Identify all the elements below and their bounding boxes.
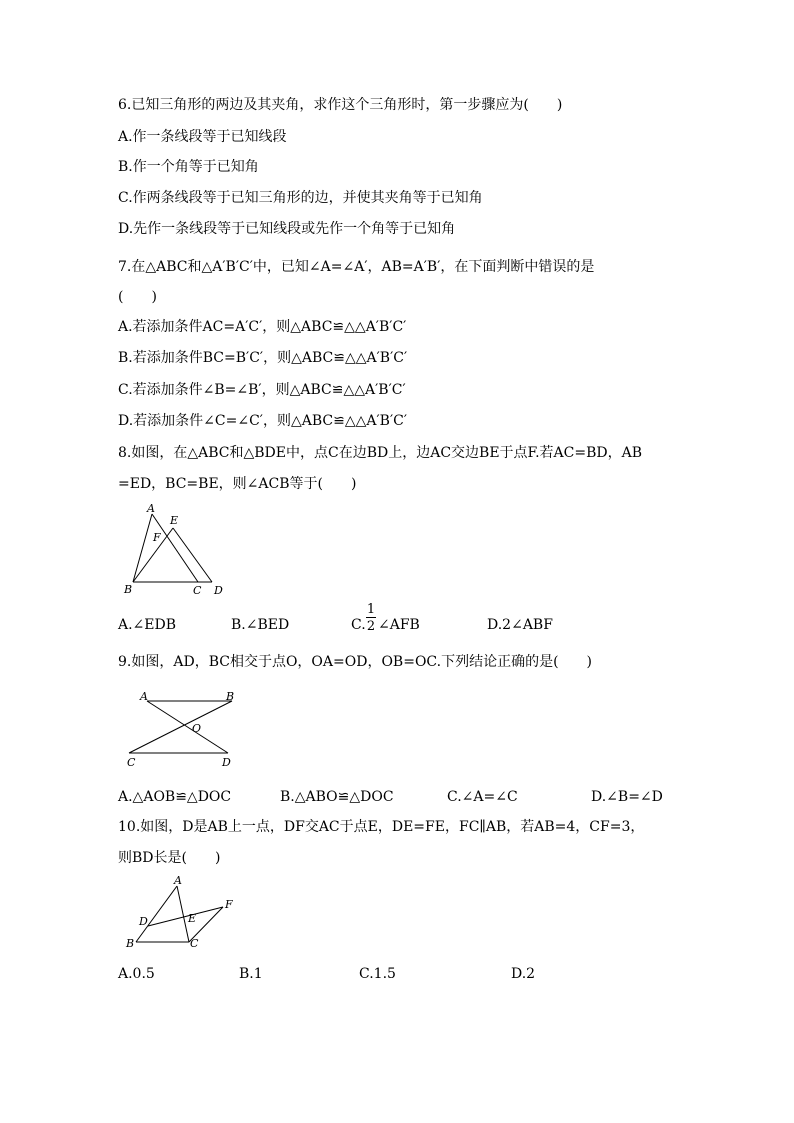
q7-option-a: A.若添加条件AC=A′C′，则△ABC≌△△A′B′C′ <box>118 319 407 335</box>
q8-label-a: A <box>147 502 155 515</box>
q8-option-c-rest: ∠AFB <box>378 617 420 633</box>
q8-label-e: E <box>170 514 179 527</box>
q9-option-d: D.∠B=∠D <box>591 789 663 805</box>
q8-stem-line1: 8.如图，在△ABC和△BDE中，点C在边BD上，边AC交边BE于点F.若AC=BD，AB <box>118 445 642 461</box>
q6-option-d: D.先作一条线段等于已知线段或先作一个角等于已知角 <box>118 221 456 237</box>
q9-option-c: C.∠A=∠C <box>447 789 518 805</box>
q8-option-c-numerator: 1 <box>366 602 376 617</box>
q8-option-c-prefix: C. <box>351 617 366 633</box>
q10-label-c: C <box>190 937 199 950</box>
q8-option-c-denominator: 2 <box>366 619 376 634</box>
q8-option-a: A.∠EDB <box>118 617 177 633</box>
q9-label-a: A <box>140 690 148 703</box>
q8-label-d: D <box>214 584 223 597</box>
q10-segment-ab <box>136 886 177 942</box>
q9-option-a: A.△AOB≌△DOC <box>118 789 232 805</box>
q10-option-d: D.2 <box>511 966 536 982</box>
q6-option-a: A.作一条线段等于已知线段 <box>118 129 287 145</box>
q10-label-d: D <box>139 915 148 928</box>
q6-option-b: B.作一个角等于已知角 <box>118 159 259 175</box>
q8-figure <box>118 502 238 602</box>
q8-label-b: B <box>124 583 133 596</box>
q7-option-b: B.若添加条件BC=B′C′，则△ABC≌△△A′B′C′ <box>118 350 408 366</box>
q7-option-d: D.若添加条件∠C=∠C′，则△ABC≌△△A′B′C′ <box>118 413 408 429</box>
q10-label-f: F <box>225 898 233 911</box>
q8-label-c: C <box>193 584 202 597</box>
q10-figure <box>118 872 248 957</box>
q8-segment-ab <box>133 514 152 582</box>
q9-label-d: D <box>222 756 231 769</box>
q10-stem-line1: 10.如图，D是AB上一点，DF交AC于点E，DE=FE，FC∥AB，若AB=4，CF=3， <box>118 819 645 835</box>
q8-label-f: F <box>153 531 161 544</box>
q8-option-c-fraction-bar <box>366 617 376 618</box>
q9-figure <box>118 685 248 775</box>
q9-label-c: C <box>127 756 136 769</box>
q8-option-d: D.2∠ABF <box>487 617 553 633</box>
q10-label-b: B <box>126 937 135 950</box>
q10-option-c: C.1.5 <box>359 966 396 982</box>
q7-stem-line2: ( ) <box>118 289 157 305</box>
q6-stem: 6.已知三角形的两边及其夹角，求作这个三角形时，第一步骤应为( ) <box>118 97 563 113</box>
q10-label-a: A <box>174 874 182 887</box>
q8-option-b: B.∠BED <box>231 617 290 633</box>
q9-label-b: B <box>226 690 235 703</box>
q8-stem-line2: =ED，BC=BE，则∠ACB等于( ) <box>118 476 357 492</box>
q7-option-c: C.若添加条件∠B=∠B′，则△ABC≌△△A′B′C′ <box>118 382 406 398</box>
q9-stem: 9.如图，AD，BC相交于点O，OA=OD，OB=OC.下列结论正确的是( ) <box>118 654 593 670</box>
q9-option-b: B.△ABO≌△DOC <box>280 789 394 805</box>
q7-stem-line1: 7.在△ABC和△A′B′C′中，已知∠A=∠A′，AB=A′B′，在下面判断中错误的是 <box>118 259 595 275</box>
q6-option-c: C.作两条线段等于已知三角形的边，并使其夹角等于已知角 <box>118 190 483 206</box>
q10-option-b: B.1 <box>239 966 263 982</box>
q9-label-o: O <box>192 722 202 735</box>
q10-stem-line2: 则BD长是( ) <box>118 850 221 866</box>
q10-option-a: A.0.5 <box>118 966 155 982</box>
q10-label-e: E <box>188 912 197 925</box>
